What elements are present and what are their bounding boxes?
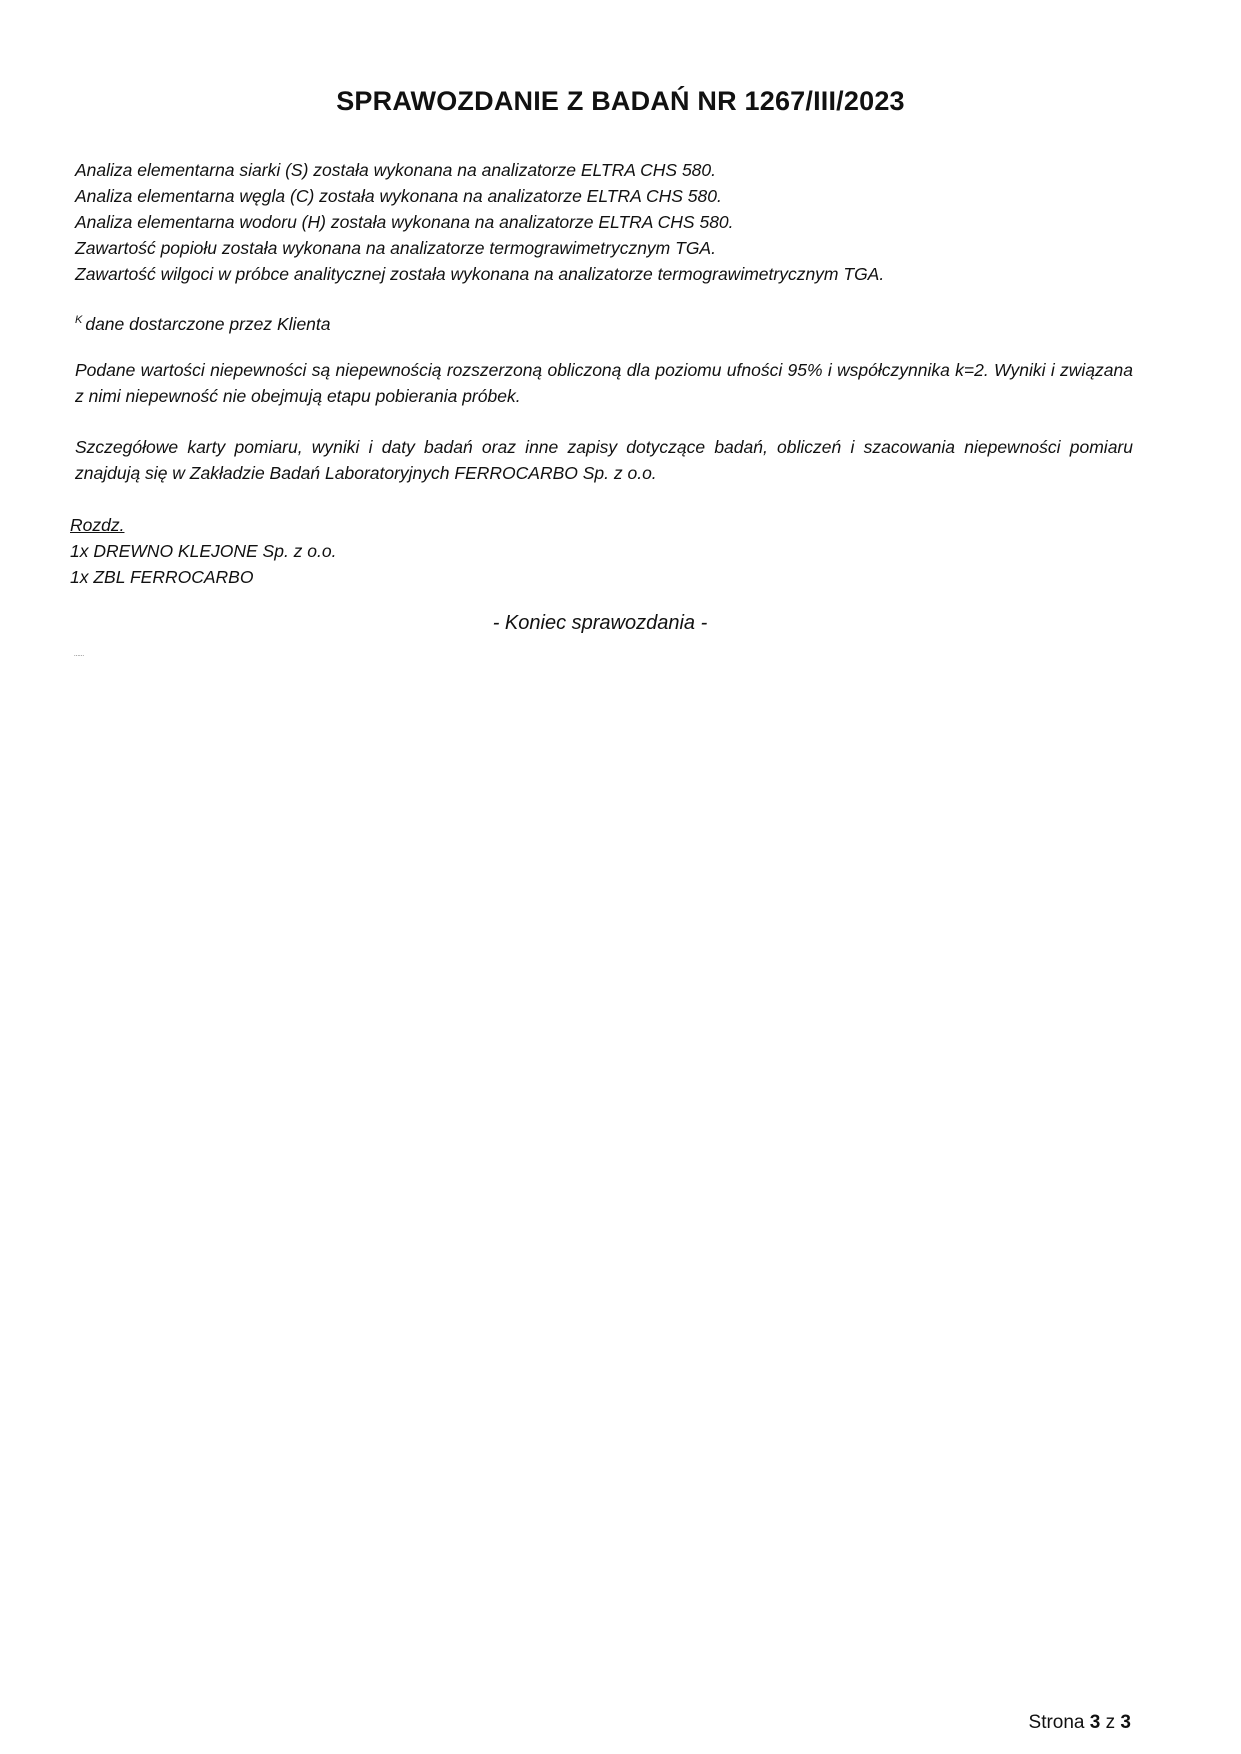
page-separator: z	[1105, 1712, 1116, 1733]
method-line-hydrogen: Analiza elementarna wodoru (H) została wykonana na analizatorze ELTRA CHS 580.	[75, 212, 734, 232]
footnote-text: dane dostarczone przez Klienta	[85, 314, 331, 334]
method-line-ash: Zawartość popiołu została wykonana na analizatorze termograwimetrycznym TGA.	[75, 238, 716, 258]
tiny-mark: ......	[74, 652, 85, 658]
distribution-heading: Rozdz.	[70, 515, 125, 535]
records-note: Szczegółowe karty pomiaru, wyniki i daty badań oraz inne zapisy dotyczące badań, obliczeń i szacowania niepewności pomiaru znajdują się w Zakładzie Badań Laboratoryjnych FERROCARBO Sp. z o.o.	[75, 437, 1133, 483]
method-line-sulfur: Analiza elementarna siarki (S) została wykonana na analizatorze ELTRA CHS 580.	[75, 160, 717, 180]
current-page: 3	[1089, 1712, 1101, 1733]
page-number	[1029, 1712, 1131, 1734]
distribution-recipient: 1x DREWNO KLEJONE Sp. z o.o.	[70, 541, 337, 561]
page-label: Strona	[1028, 1712, 1085, 1733]
methods-list	[75, 157, 1133, 287]
footnote-marker: K	[75, 314, 83, 327]
method-line-moisture: Zawartość wilgoci w próbce analitycznej została wykonana na analizatorze termograwimetrycznym TGA.	[75, 264, 885, 284]
report-title: SPRAWOZDANIE Z BADAŃ NR 1267/III/2023	[336, 86, 905, 116]
distribution-recipient: 1x ZBL FERROCARBO	[70, 567, 254, 587]
distribution-list	[70, 512, 336, 590]
uncertainty-note: Podane wartości niepewności są niepewnością rozszerzoną obliczoną dla poziomu ufności 95% i współczynnika k=2. Wyniki i związana z nimi niepewność nie obejmują etapu pobierania próbek.	[75, 360, 1133, 406]
total-pages: 3	[1120, 1712, 1131, 1733]
method-line-carbon: Analiza elementarna węgla (C) została wykonana na analizatorze ELTRA CHS 580.	[75, 186, 722, 206]
client-data-footnote	[75, 311, 1133, 337]
end-of-report: - Koniec sprawozdania -	[492, 612, 708, 634]
